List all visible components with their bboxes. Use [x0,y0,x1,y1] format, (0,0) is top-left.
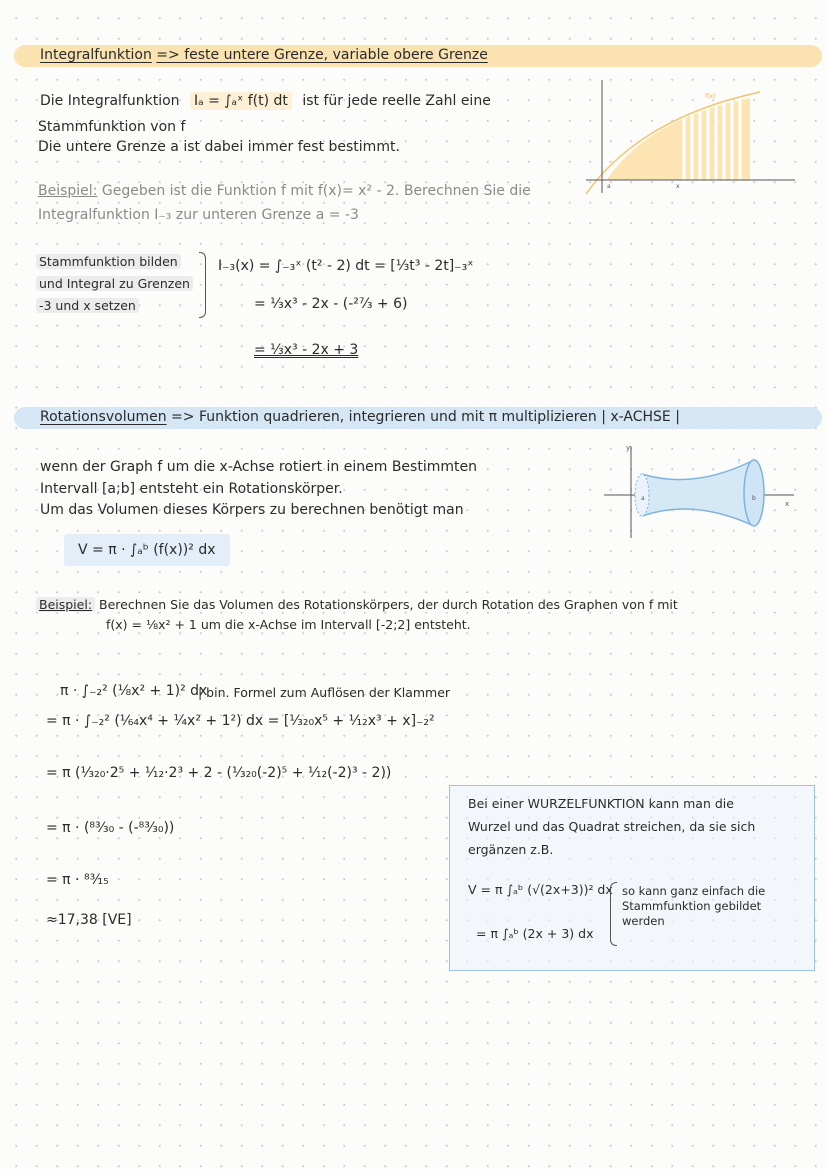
example1-label: Beispiel: [38,183,98,199]
graph2-label-a: a [641,495,645,502]
heading-title: Integralfunktion [40,47,152,63]
calc1-line-2: = ⅓x³ - 2x - (-²⁷⁄₃ + 6) [254,296,408,312]
note-formula-2: = π ∫ₐᵇ (2x + 3) dx [476,926,594,941]
example1-text: Gegeben ist die Funktion f mit f(x)= x² - 2. Berechnen Sie die [101,183,531,199]
graph1-label-x: x [676,183,680,190]
graph1-label-a: a [607,183,611,190]
heading-integralfunktion [40,47,488,63]
calc2-line-1: = π · ∫₋₂² (¹⁄₆₄x⁴ + ¼x² + 1²) dx = [¹⁄₃₂₀x⁵ + ¹⁄₁₂x³ + x]₋₂² [46,713,435,729]
calc1-line-1: I₋₃(x) = ∫₋₃ˣ (t² - 2) dt = [⅓t³ - 2t]₋₃ˣ [218,258,474,274]
graph1-curve-label: f(x) [705,93,716,100]
heading2-rest: => Funktion quadrieren, integrieren und mit π multiplizieren | x-ACHSE | [171,409,680,425]
calc2-result: ≈17,38 [VE] [46,912,132,928]
side-note-text-1: Stammfunktion bilden [36,254,181,269]
note-side-1: so kann ganz einfach die [622,884,766,898]
calc2-line-4: = π · ⁸³⁄₁₅ [46,872,109,888]
note-line-1: Bei einer WURZELFUNKTION kann man die [468,796,734,811]
graph2-label-b: b [752,495,756,502]
rotation-formula: V = π · ∫ₐᵇ (f(x))² dx [64,534,230,566]
definition-text-a: Die Integralfunktion [40,93,180,109]
side-note-line-2 [36,276,193,291]
example1-line-1 [38,183,531,199]
calc2-line-3: = π · (⁸³⁄₃₀ - (-⁸³⁄₃₀)) [46,820,175,836]
note-bracket [610,882,617,946]
example2-line-1 [36,597,678,612]
example1-line-2: Integralfunktion I₋₃ zur unteren Grenze a = -3 [38,207,359,223]
definition-line-1 [40,93,491,109]
example2-line-2: f(x) = ⅛x² + 1 um die x-Achse im Intervall [-2;2] entsteht. [106,617,471,632]
note-line-2: Wurzel und das Quadrat streichen, da sie sich [468,819,756,834]
rotation-text-2: Intervall [a;b] entsteht ein Rotationskörper. [40,481,343,497]
calc2-note: | bin. Formel zum Auflösen der Klammer [198,685,451,700]
side-note-line-1 [36,254,181,269]
side-note-line-3 [36,298,139,313]
definition-text-b: ist für jede reelle Zahl eine [302,93,491,109]
graph2-label-y: y [626,444,631,452]
note-side-3: werden [622,914,665,928]
definition-formula: Iₐ = ∫ₐˣ f(t) dt [190,92,292,110]
rotation-body-graph [604,440,804,540]
side-note-text-3: -3 und x setzen [36,298,139,313]
heading-rotationsvolumen [40,409,680,425]
integral-area-graph [580,78,800,196]
note-line-3: ergänzen z.B. [468,842,554,857]
calc1-result: = ⅓x³ - 2x + 3 [254,342,359,358]
rotation-text-3: Um das Volumen dieses Körpers zu berechnen benötigt man [40,502,464,518]
graph2-label-f: f [738,459,741,466]
calc2-line-2: = π (¹⁄₃₂₀·2⁵ + ¹⁄₁₂·2³ + 2 - (¹⁄₃₂₀(-2)⁵ + ¹⁄₁₂(-2)³ - 2)) [46,765,392,781]
example2-label: Beispiel: [36,597,95,612]
wurzel-note-box [449,785,815,971]
example2-text: Berechnen Sie das Volumen des Rotationskörpers, der durch Rotation des Graphen von f mit [99,597,678,612]
note-side-2: Stammfunktion gebildet [622,899,762,913]
calc2-first: π · ∫₋₂² (⅛x² + 1)² dx [60,683,208,699]
rotation-text-1: wenn der Graph f um die x-Achse rotiert in einem Bestimmten [40,459,477,475]
note-formula-1: V = π ∫ₐᵇ (√(2x+3))² dx [468,882,613,897]
definition-line-3: Die untere Grenze a ist dabei immer fest bestimmt. [38,139,400,155]
side-note-bracket [199,252,206,318]
rotation-formula-box [64,534,230,566]
definition-line-2: Stammfunktion von f [38,119,186,135]
heading2-title: Rotationsvolumen [40,409,167,425]
side-note-text-2: und Integral zu Grenzen [36,276,193,291]
heading-rest: => feste untere Grenze, variable obere Grenze [156,47,488,63]
graph2-label-x: x [785,500,790,508]
